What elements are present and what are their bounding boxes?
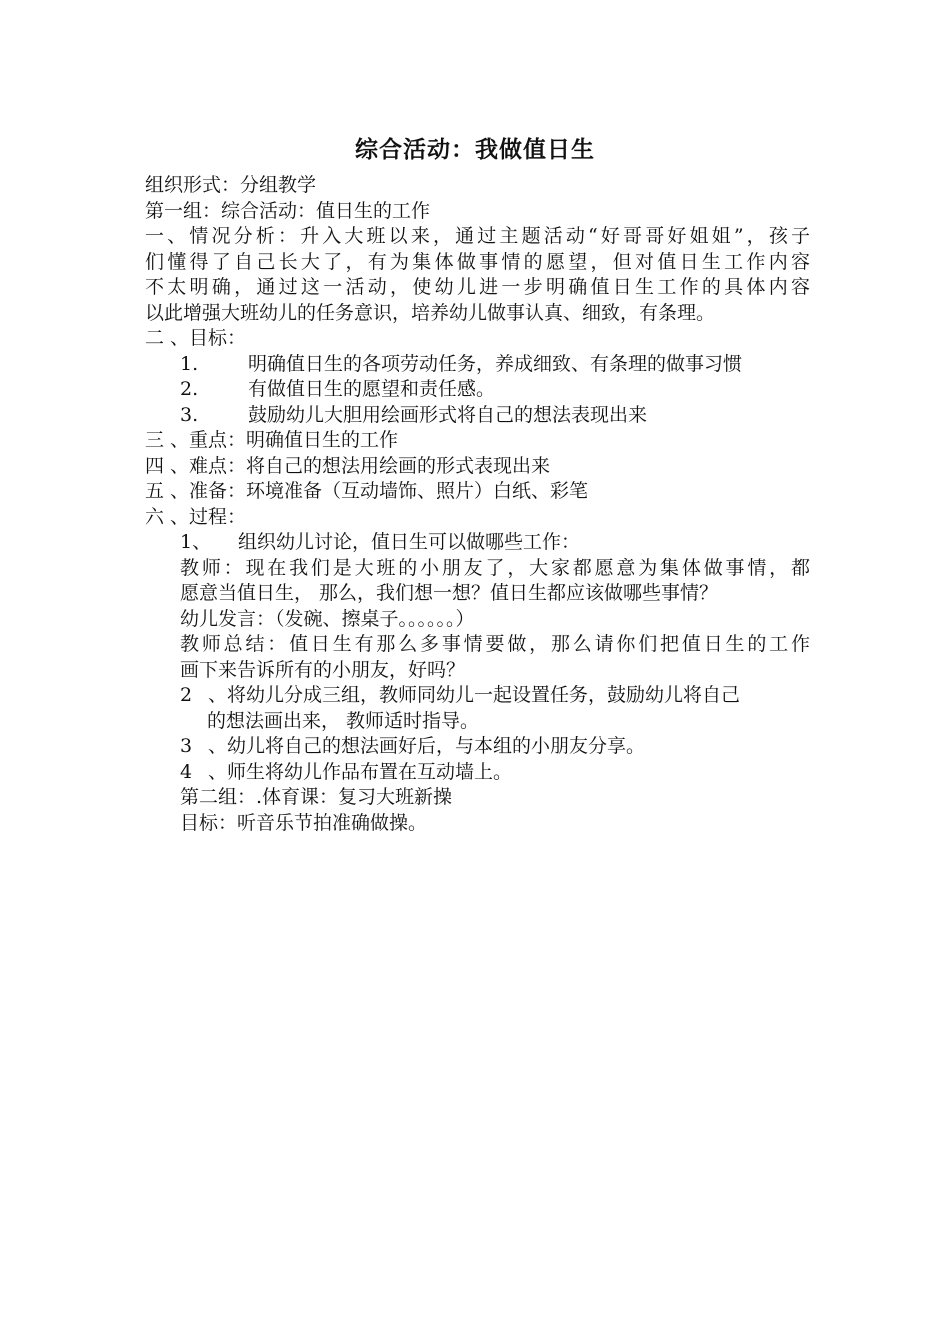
process-item-1 bbox=[145, 530, 810, 556]
children-speech: 幼儿发言：（发碗、擦桌子。。。。。。） bbox=[180, 607, 475, 630]
group2-goal: 目标：听音乐节拍准确做操。 bbox=[180, 811, 428, 834]
teacher-line-1: 教师：现在我们是大班的小朋友了，大家都愿意为集体做事情，都 bbox=[180, 556, 810, 579]
situation-analysis-line-4: 以此增强大班幼儿的任务意识，培养幼儿做事认真、细致，有条理。 bbox=[145, 301, 716, 324]
preparation: 五 、准备：环境准备（互动墙饰、照片）白纸、彩笔 bbox=[145, 480, 589, 502]
goal-number: 1. bbox=[180, 352, 199, 375]
goal-text: 明确值日生的各项劳动任务，养成细致、有条理的做事习惯 bbox=[248, 352, 743, 375]
difficulty: 四 、难点：将自己的想法用绘画的形式表现出来 bbox=[145, 454, 551, 477]
process-text: 、幼儿将自己的想法画好后，与本组的小朋友分享。 bbox=[208, 735, 646, 757]
goal-item-3 bbox=[145, 403, 810, 429]
process-text: 、师生将幼儿作品布置在互动墙上。 bbox=[208, 760, 513, 783]
goal-text: 有做值日生的愿望和责任感。 bbox=[248, 378, 496, 400]
goal-number: 3. bbox=[180, 403, 199, 426]
org-form: 组织形式：分组教学 bbox=[145, 174, 317, 196]
process-text: 、将幼儿分成三组，教师同幼儿一起设置任务，鼓励幼儿将自己 bbox=[208, 684, 741, 706]
process-item-3 bbox=[145, 734, 810, 760]
teacher-line-2: 愿意当值日生， 那么，我们想一想？值日生都应该做哪些事情？ bbox=[180, 582, 719, 604]
process-number: 3 bbox=[180, 735, 193, 757]
group1-heading: 第一组：综合活动：值日生的工作 bbox=[145, 199, 431, 222]
process-heading: 六 、过程： bbox=[145, 505, 247, 528]
process-item-4 bbox=[145, 760, 810, 786]
page-title: 综合活动：我做值日生 bbox=[355, 137, 595, 163]
process-number: 4 bbox=[180, 760, 193, 783]
process-number: 1、 bbox=[180, 531, 212, 553]
situation-analysis-line-2: 们懂得了自己长大了，有为集体做事情的愿望，但对值日生工作内容 bbox=[145, 250, 810, 273]
goal-text: 鼓励幼儿大胆用绘画形式将自己的想法表现出来 bbox=[248, 403, 648, 426]
situation-analysis-line-1: 一、情况分析：升入大班以来，通过主题活动“好哥哥好姐姐”，孩子 bbox=[145, 225, 810, 247]
document-body bbox=[145, 173, 810, 836]
goal-item-2 bbox=[145, 377, 810, 403]
goal-item-1 bbox=[145, 352, 810, 378]
goals-heading: 二 、目标： bbox=[145, 327, 247, 349]
process-text: 组织幼儿讨论，值日生可以做哪些工作： bbox=[238, 531, 581, 553]
process-item-2 bbox=[145, 683, 810, 709]
goal-number: 2. bbox=[180, 378, 199, 400]
teacher-summary-line-2: 画下来告诉所有的小朋友，好吗？ bbox=[180, 658, 466, 681]
group2-heading: 第二组：.体育课：复习大班新操 bbox=[180, 786, 453, 808]
teacher-summary-line-1: 教师总结：值日生有那么多事情要做，那么请你们把值日生的工作 bbox=[180, 633, 810, 655]
situation-analysis-line-3: 不太明确，通过这一活动，使幼儿进一步明确值日生工作的具体内容 bbox=[145, 276, 810, 298]
process-item-2-continued: 的想法画出来， 教师适时指导。 bbox=[207, 709, 480, 732]
process-number: 2 bbox=[180, 684, 193, 706]
key-point: 三 、重点：明确值日生的工作 bbox=[145, 429, 399, 451]
